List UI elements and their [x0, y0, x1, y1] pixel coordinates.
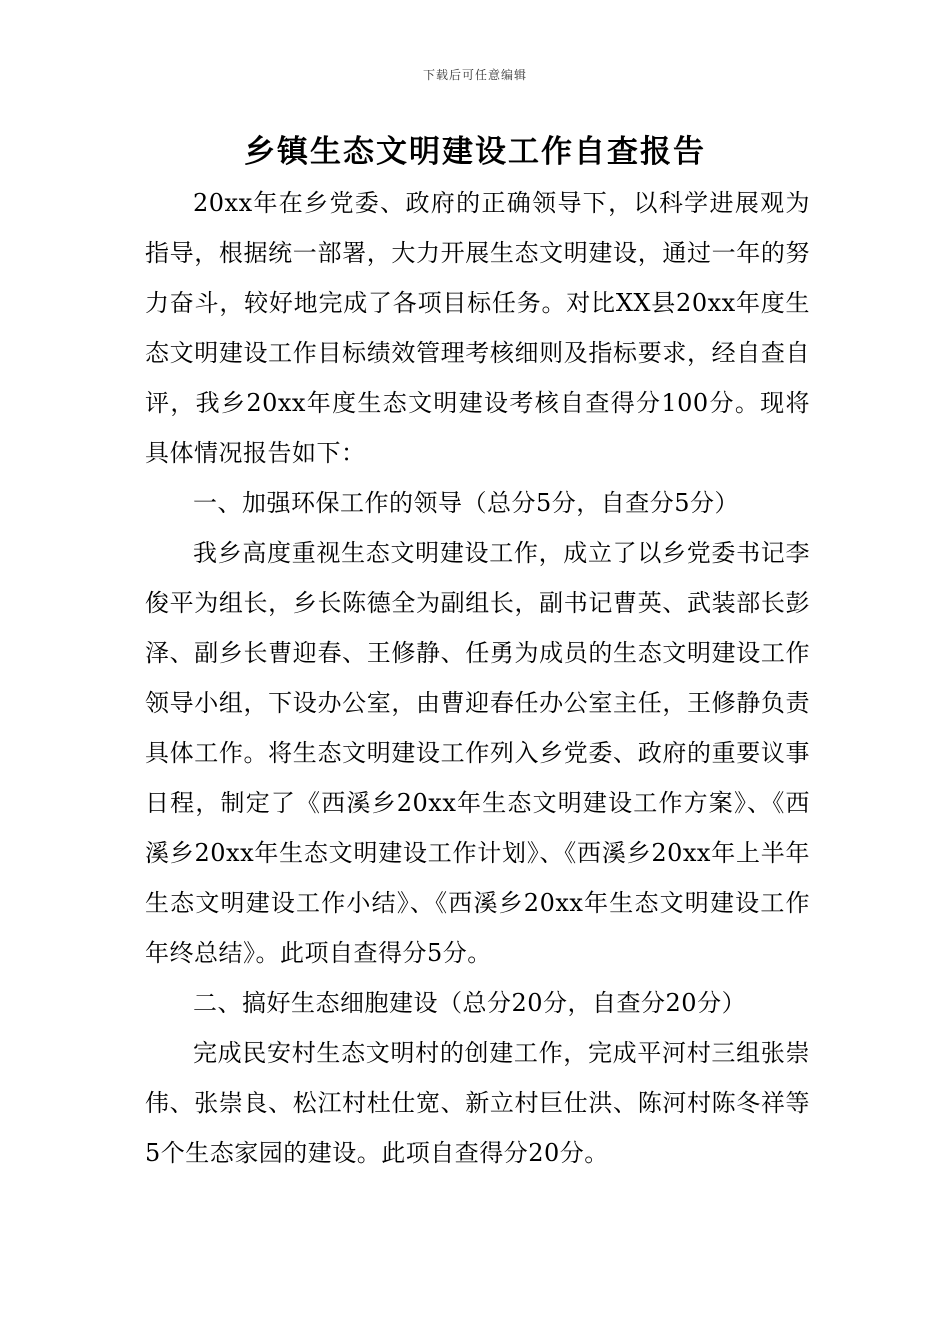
section-heading-1: 一、加强环保工作的领导（总分5分，自查分5分）	[193, 489, 740, 517]
header-note: 下载后可任意编辑	[422, 68, 527, 82]
document-body	[145, 178, 810, 1178]
section-2-paragraph: 完成民安村生态文明村的创建工作，完成平河村三组张崇伟、张崇良、松江村杜仕宽、新立村巨仕洪、陈河村陈冬祥等5个生态家园的建设。此项自查得分20分。	[145, 1039, 810, 1167]
document-title: 乡镇生态文明建设工作自查报告	[244, 134, 706, 170]
intro-paragraph: 20xx年在乡党委、政府的正确领导下，以科学进展观为指导，根据统一部署，大力开展生态文明建设，通过一年的努力奋斗，较好地完成了各项目标任务。对比XX县20xx年度生态文明建设工作目标绩效管理考核细则及指标要求，经自查自评，我乡20xx年度生态文明建设考核自查得分100分。现将具体情况报告如下：	[145, 189, 810, 467]
section-heading-2: 二、搞好生态细胞建设（总分20分，自查分20分）	[193, 989, 747, 1017]
section-1-paragraph: 我乡高度重视生态文明建设工作，成立了以乡党委书记李俊平为组长，乡长陈德全为副组长，副书记曹英、武装部长彭泽、副乡长曹迎春、王修静、任勇为成员的生态文明建设工作领导小组，下设办公室，由曹迎春任办公室主任，王修静负责具体工作。将生态文明建设工作列入乡党委、政府的重要议事日程，制定了《西溪乡20xx年生态文明建设工作方案》、《西溪乡20xx年生态文明建设工作计划》、《西溪乡20xx年上半年生态文明建设工作小结》、《西溪乡20xx年生态文明建设工作年终总结》。此项自查得分5分。	[145, 539, 810, 967]
